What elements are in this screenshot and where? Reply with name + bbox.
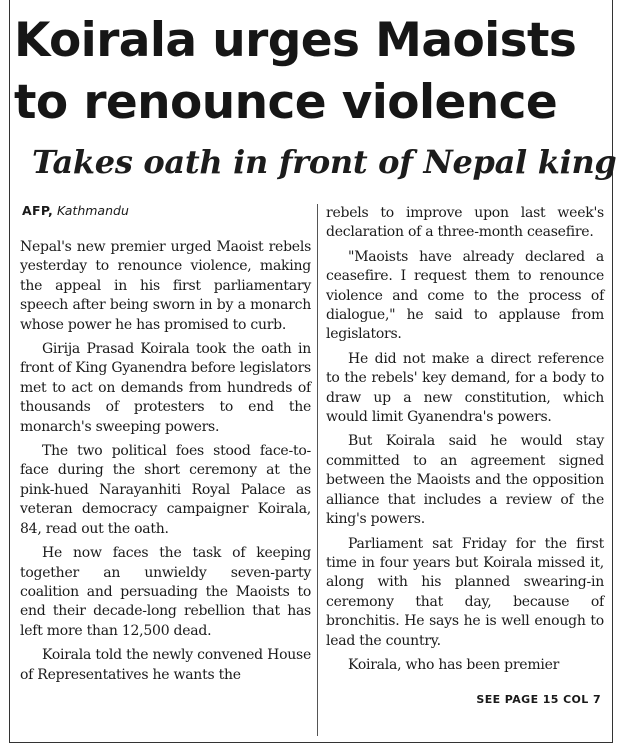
paragraph: Girija Prasad Koirala took the oath in front of King Gyanendra before legislators met to act on demands from hundreds of thousands of protesters to end the monarch's sweeping powers. xyxy=(20,341,311,435)
paragraph: But Koirala said he would stay committed to an agreement signed between the Maoists and the opposition alliance that includes a review of the king's powers. xyxy=(326,433,604,528)
byline-location: Kathmandu xyxy=(57,203,129,218)
paragraph: Parliament sat Friday for the first time in four years but Koirala missed it, along with his planned swearing-in ceremony that day, because of bronchitis. He says he is well enough to lead the country. xyxy=(326,535,604,649)
paragraph: "Maoists have already declared a ceasefire. I request them to renounce violence and come to the process of dialogue," he said to applause from legislators. xyxy=(326,248,604,343)
article-column-left xyxy=(20,238,311,690)
paragraph: He now faces the task of keeping together an unwieldy seven-party coalition and persuading the Maoists to end their decade-long rebellion that has left more than 12,500 dead. xyxy=(20,545,311,639)
paragraph: Koirala, who has been premier xyxy=(348,656,560,673)
headline: Koirala urges Maoists to renounce violence xyxy=(14,13,577,130)
column-divider xyxy=(317,204,318,736)
byline-agency: AFP, xyxy=(22,203,54,218)
paragraph: Nepal's new premier urged Maoist rebels yesterday to renounce violence, making the appeal in his first parliamentary speech after being sworn in by a monarch whose power he has promised to curb. xyxy=(20,239,311,333)
article-column-right xyxy=(326,204,604,680)
paragraph: He did not make a direct reference to the rebels' key demand, for a body to draw up a new constitution, which would limit Gyanendra's powers. xyxy=(326,350,604,426)
continuation-jump-line: SEE PAGE 15 COL 7 xyxy=(476,693,601,706)
byline xyxy=(22,202,129,220)
subheadline: Takes oath in front of Nepal king xyxy=(32,143,617,181)
paragraph: The two political foes stood face-to-face during the short ceremony at the pink-hued Narayanhiti Royal Palace as veteran democracy campaigner Koirala, 84, read out the oath. xyxy=(20,443,311,537)
paragraph: Koirala told the newly convened House of Representatives he wants the xyxy=(20,647,311,683)
paragraph: rebels to improve upon last week's declaration of a three-month ceasefire. xyxy=(326,205,604,241)
